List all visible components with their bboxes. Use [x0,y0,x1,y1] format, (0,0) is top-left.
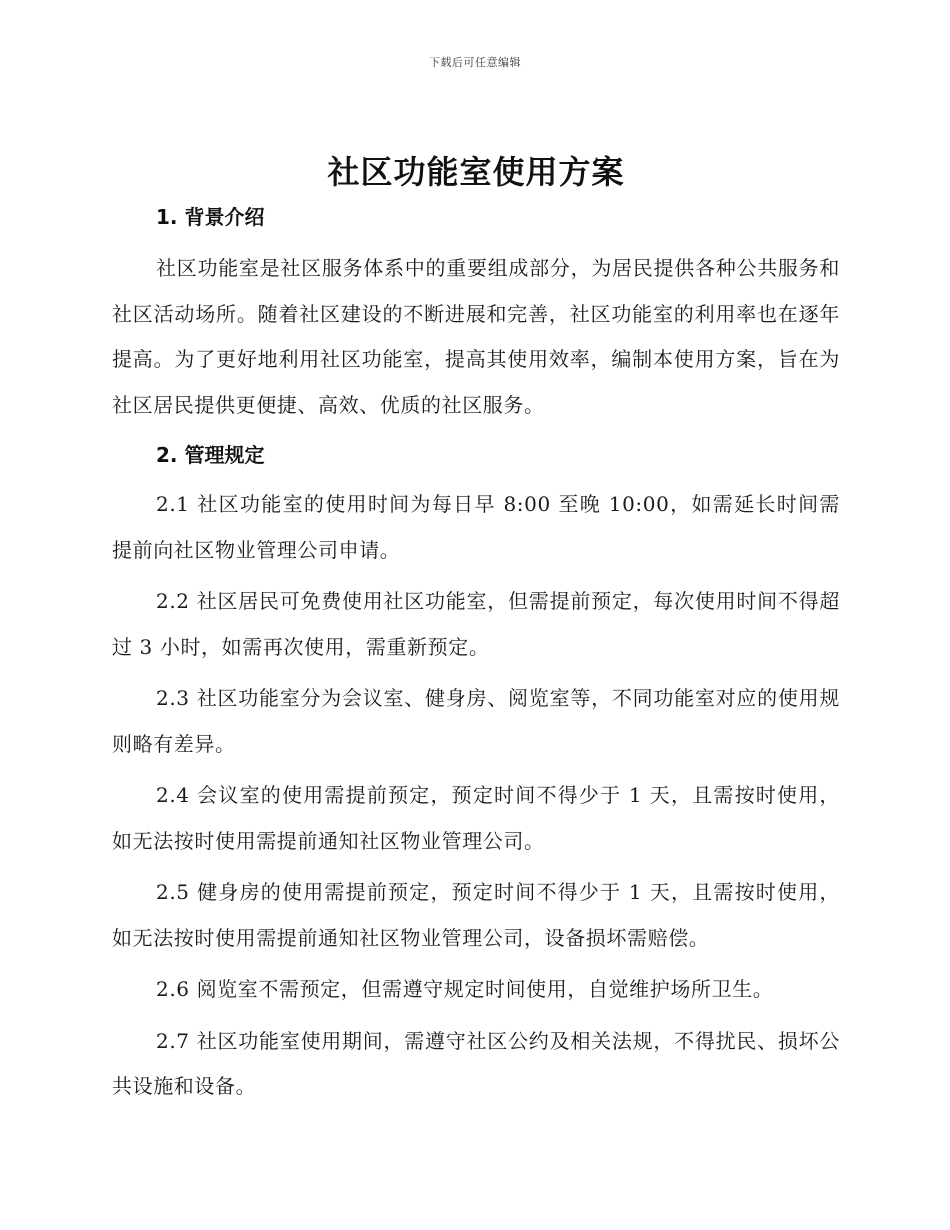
rule-2-3: 2.3 社区功能室分为会议室、健身房、阅览室等，不同功能室对应的使用规则略有差异。 [112,686,840,756]
document-title: 社区功能室使用方案 [327,153,625,191]
rule-2-4: 2.4 会议室的使用需提前预定，预定时间不得少于 1 天，且需按时使用，如无法按时使用需提前通知社区物业管理公司。 [112,783,840,853]
section-heading-management-rules: 2. 管理规定 [156,443,265,467]
rule-2-5: 2.5 健身房的使用需提前预定，预定时间不得少于 1 天，且需按时使用，如无法按时使用需提前通知社区物业管理公司，设备损坏需赔偿。 [112,880,840,950]
document-body [112,150,840,1116]
rule-2-7: 2.7 社区功能室使用期间，需遵守社区公约及相关法规，不得扰民、损坏公共设施和设备。 [112,1028,840,1098]
section-heading-background: 1. 背景介绍 [156,205,265,229]
rule-2-1: 2.1 社区功能室的使用时间为每日早 8:00 至晚 10:00，如需延长时间需提前向社区物业管理公司申请。 [112,492,840,562]
paragraph-background: 社区功能室是社区服务体系中的重要组成部分，为居民提供各种公共服务和社区活动场所。随着社区建设的不断进展和完善，社区功能室的利用率也在逐年提高。为了更好地利用社区功能室，提高其使用效率，编制本使用方案，旨在为社区居民提供更便捷、高效、优质的社区服务。 [112,256,840,417]
rule-2-6: 2.6 阅览室不需预定，但需遵守规定时间使用，自觉维护场所卫生。 [156,977,774,1001]
rule-2-2: 2.2 社区居民可免费使用社区功能室，但需提前预定，每次使用时间不得超过 3 小时，如需再次使用，需重新预定。 [112,589,840,659]
header-note: 下载后可任意编辑 [429,56,521,69]
